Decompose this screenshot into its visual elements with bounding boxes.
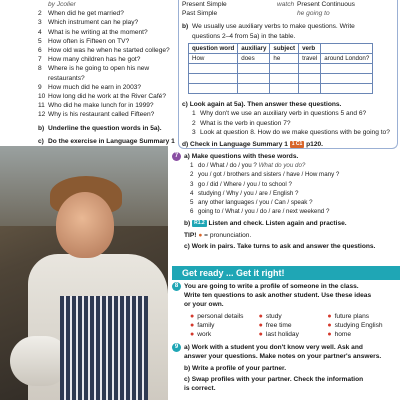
- instruction-d-right: d) Check in Language Summary 1 1 C1 p120.: [182, 140, 324, 149]
- list-item: ● future plans: [327, 312, 370, 320]
- list-item: 9 How much did he earn in 2003?: [38, 83, 142, 91]
- exercise-number: 7: [172, 152, 181, 161]
- list-item: 4 studying / Why / you / are / English ?: [190, 189, 299, 197]
- list-item: 10 How long did he work at the River Café?: [38, 93, 167, 101]
- exercise-8: 8 You are going to write a profile of someone in the class. Write ten questions to ask another student. Use these ideas or your own.: [172, 282, 396, 310]
- list-item: 3 Look at question 8. How do we make questions with be going to?: [192, 128, 390, 136]
- get-ready-section: [172, 282, 396, 393]
- list-item: 12 Why is his restaurant called Fifteen?: [38, 111, 155, 119]
- list-item: ● personal details: [190, 312, 244, 320]
- list-item: 2 When did he get married?: [38, 10, 124, 18]
- exercise-7: 7 a) Make questions with these words. 1 do / What / do / you ? What do you do? 2 you / got / brothers and sisters / have / How many ? 3 go / did / Where / you / to school ? 4 studying / Why / you / are / English ? 5 any other languages / you / Can / speak ? 6 going to / What / you / do / are / next weekend ? b) R1.2 Listen and check. Listen again and practise. TIP! ● = pronunciation. c) Work in pairs. Take turns to ask and answer the questions.: [172, 152, 396, 251]
- instruction-c-right: c) Look again at 5a). Then answer these questions. 1 Why don't we use an auxiliary verb in questions 5 and 6? 2 What is the verb in question 7? 3 Look at question 8. How do we make questions with be going to?: [182, 100, 394, 137]
- chef-photo: [0, 146, 168, 400]
- bullet-icon: ●: [327, 321, 332, 329]
- exercise-number: 8: [172, 282, 181, 291]
- table-row: [189, 74, 373, 84]
- question-table: [188, 43, 373, 94]
- list-item: 5 any other languages / you / Can / speak ?: [190, 199, 313, 207]
- topic-list: [190, 312, 396, 340]
- table-row: [189, 84, 373, 94]
- list-item: 8 Where is he going to open his new: [38, 65, 150, 73]
- list-item: ● last holiday: [258, 331, 299, 339]
- exercise-number: 9: [172, 343, 181, 352]
- list-item: 3 Which instrument can he play?: [38, 19, 139, 27]
- table-row: How does he travel around London?: [189, 54, 373, 64]
- striped-apron: [60, 296, 148, 400]
- chef-face: [56, 192, 114, 258]
- list-item: 2 What is the verb in question 7?: [192, 119, 291, 127]
- list-item: ● free time: [258, 321, 292, 329]
- tense-list: Present Simple watch Present Continuous: [182, 1, 355, 8]
- bullet-icon: ●: [258, 321, 263, 329]
- bullet-icon: ●: [327, 312, 332, 320]
- list-item: 6 going to / What / you / do / are / next weekend ?: [190, 208, 330, 216]
- list-item: 2 you / got / brothers and sisters / have / How many ?: [190, 171, 340, 179]
- instruction-b-right: b) We usually use auxiliary verbs to make questions. Write questions 2–4 from 5a) in the table.: [182, 23, 355, 40]
- question-list: [38, 0, 186, 159]
- list-item: 6 How old was he when he started college?: [38, 47, 170, 55]
- list-item: by Jcolier: [48, 1, 76, 8]
- instruction-c: c) Do the exercise in Language Summary 1: [38, 137, 175, 145]
- list-item: ● studying English: [327, 321, 383, 329]
- list-item: 3 go / did / Where / you / to school ?: [190, 180, 292, 188]
- language-summary-ref[interactable]: 1 C1: [291, 140, 303, 147]
- instruction-c-7: c) Work in pairs. Take turns to ask and answer the questions.: [184, 242, 376, 250]
- tip-line: TIP! ● = pronunciation.: [184, 231, 252, 239]
- list-item: ● home: [327, 331, 352, 339]
- instruction-b: b) Underline the question words in 5a).: [38, 124, 162, 132]
- bullet-icon: ●: [190, 321, 195, 329]
- audio-track-ref[interactable]: R1.2: [194, 220, 205, 227]
- list-item: 1 Why don't we use an auxiliary verb in questions 5 and 6?: [192, 110, 367, 118]
- list-item: 5 How often is Fifteen on TV?: [38, 37, 130, 45]
- list-item: restaurants?: [48, 74, 85, 82]
- list-item: 1 do / What / do / you ? What do you do?: [190, 162, 306, 170]
- exercise-9: 9 a) Work with a student you don't know very well. Ask and answer your questions. Make notes on your partner's answers. b) Write a profile of your partner. c) Swap profiles with your partner. Check the information is correct.: [172, 343, 396, 393]
- pronunciation-icon: ●: [198, 231, 203, 239]
- list-item: 4 What is he writing at the moment?: [38, 28, 148, 36]
- bullet-icon: ●: [258, 331, 263, 339]
- instruction-b-7: b) R1.2 Listen and check. Listen again and practise.: [184, 220, 347, 228]
- list-item: 11 Who did he make lunch for in 1999?: [38, 102, 154, 110]
- list-item: 7 How many children has he got?: [38, 56, 141, 64]
- table-row: [189, 64, 373, 74]
- bullet-icon: ●: [327, 331, 332, 339]
- bullet-icon: ●: [190, 331, 195, 339]
- list-item: ● work: [190, 331, 212, 339]
- list-item: ● study: [258, 312, 282, 320]
- bullet-icon: ●: [190, 312, 195, 320]
- bullet-icon: ●: [258, 312, 263, 320]
- get-ready-banner: Get ready ... Get it right!: [172, 266, 400, 280]
- table-header-row: question word auxiliary subject verb: [189, 43, 373, 53]
- list-item: ● family: [190, 321, 215, 329]
- grammar-panel: Present Simple watch Present Continuous Past Simple he going to b) We usually use auxiliary verbs to make questions. Write questions 2–4 from 5a) in the table. question word auxiliary subject verb How does he travel around London? c) Look again at 5a). Then answer these questions. 1 Why don't we use an auxiliary verb in questions 5 and 6? 2 What is the verb in question 7? 3 Look at question 8. How do we make questions with be going to? d) Check in Language Summary 1 1 C1 p120.: [182, 0, 394, 149]
